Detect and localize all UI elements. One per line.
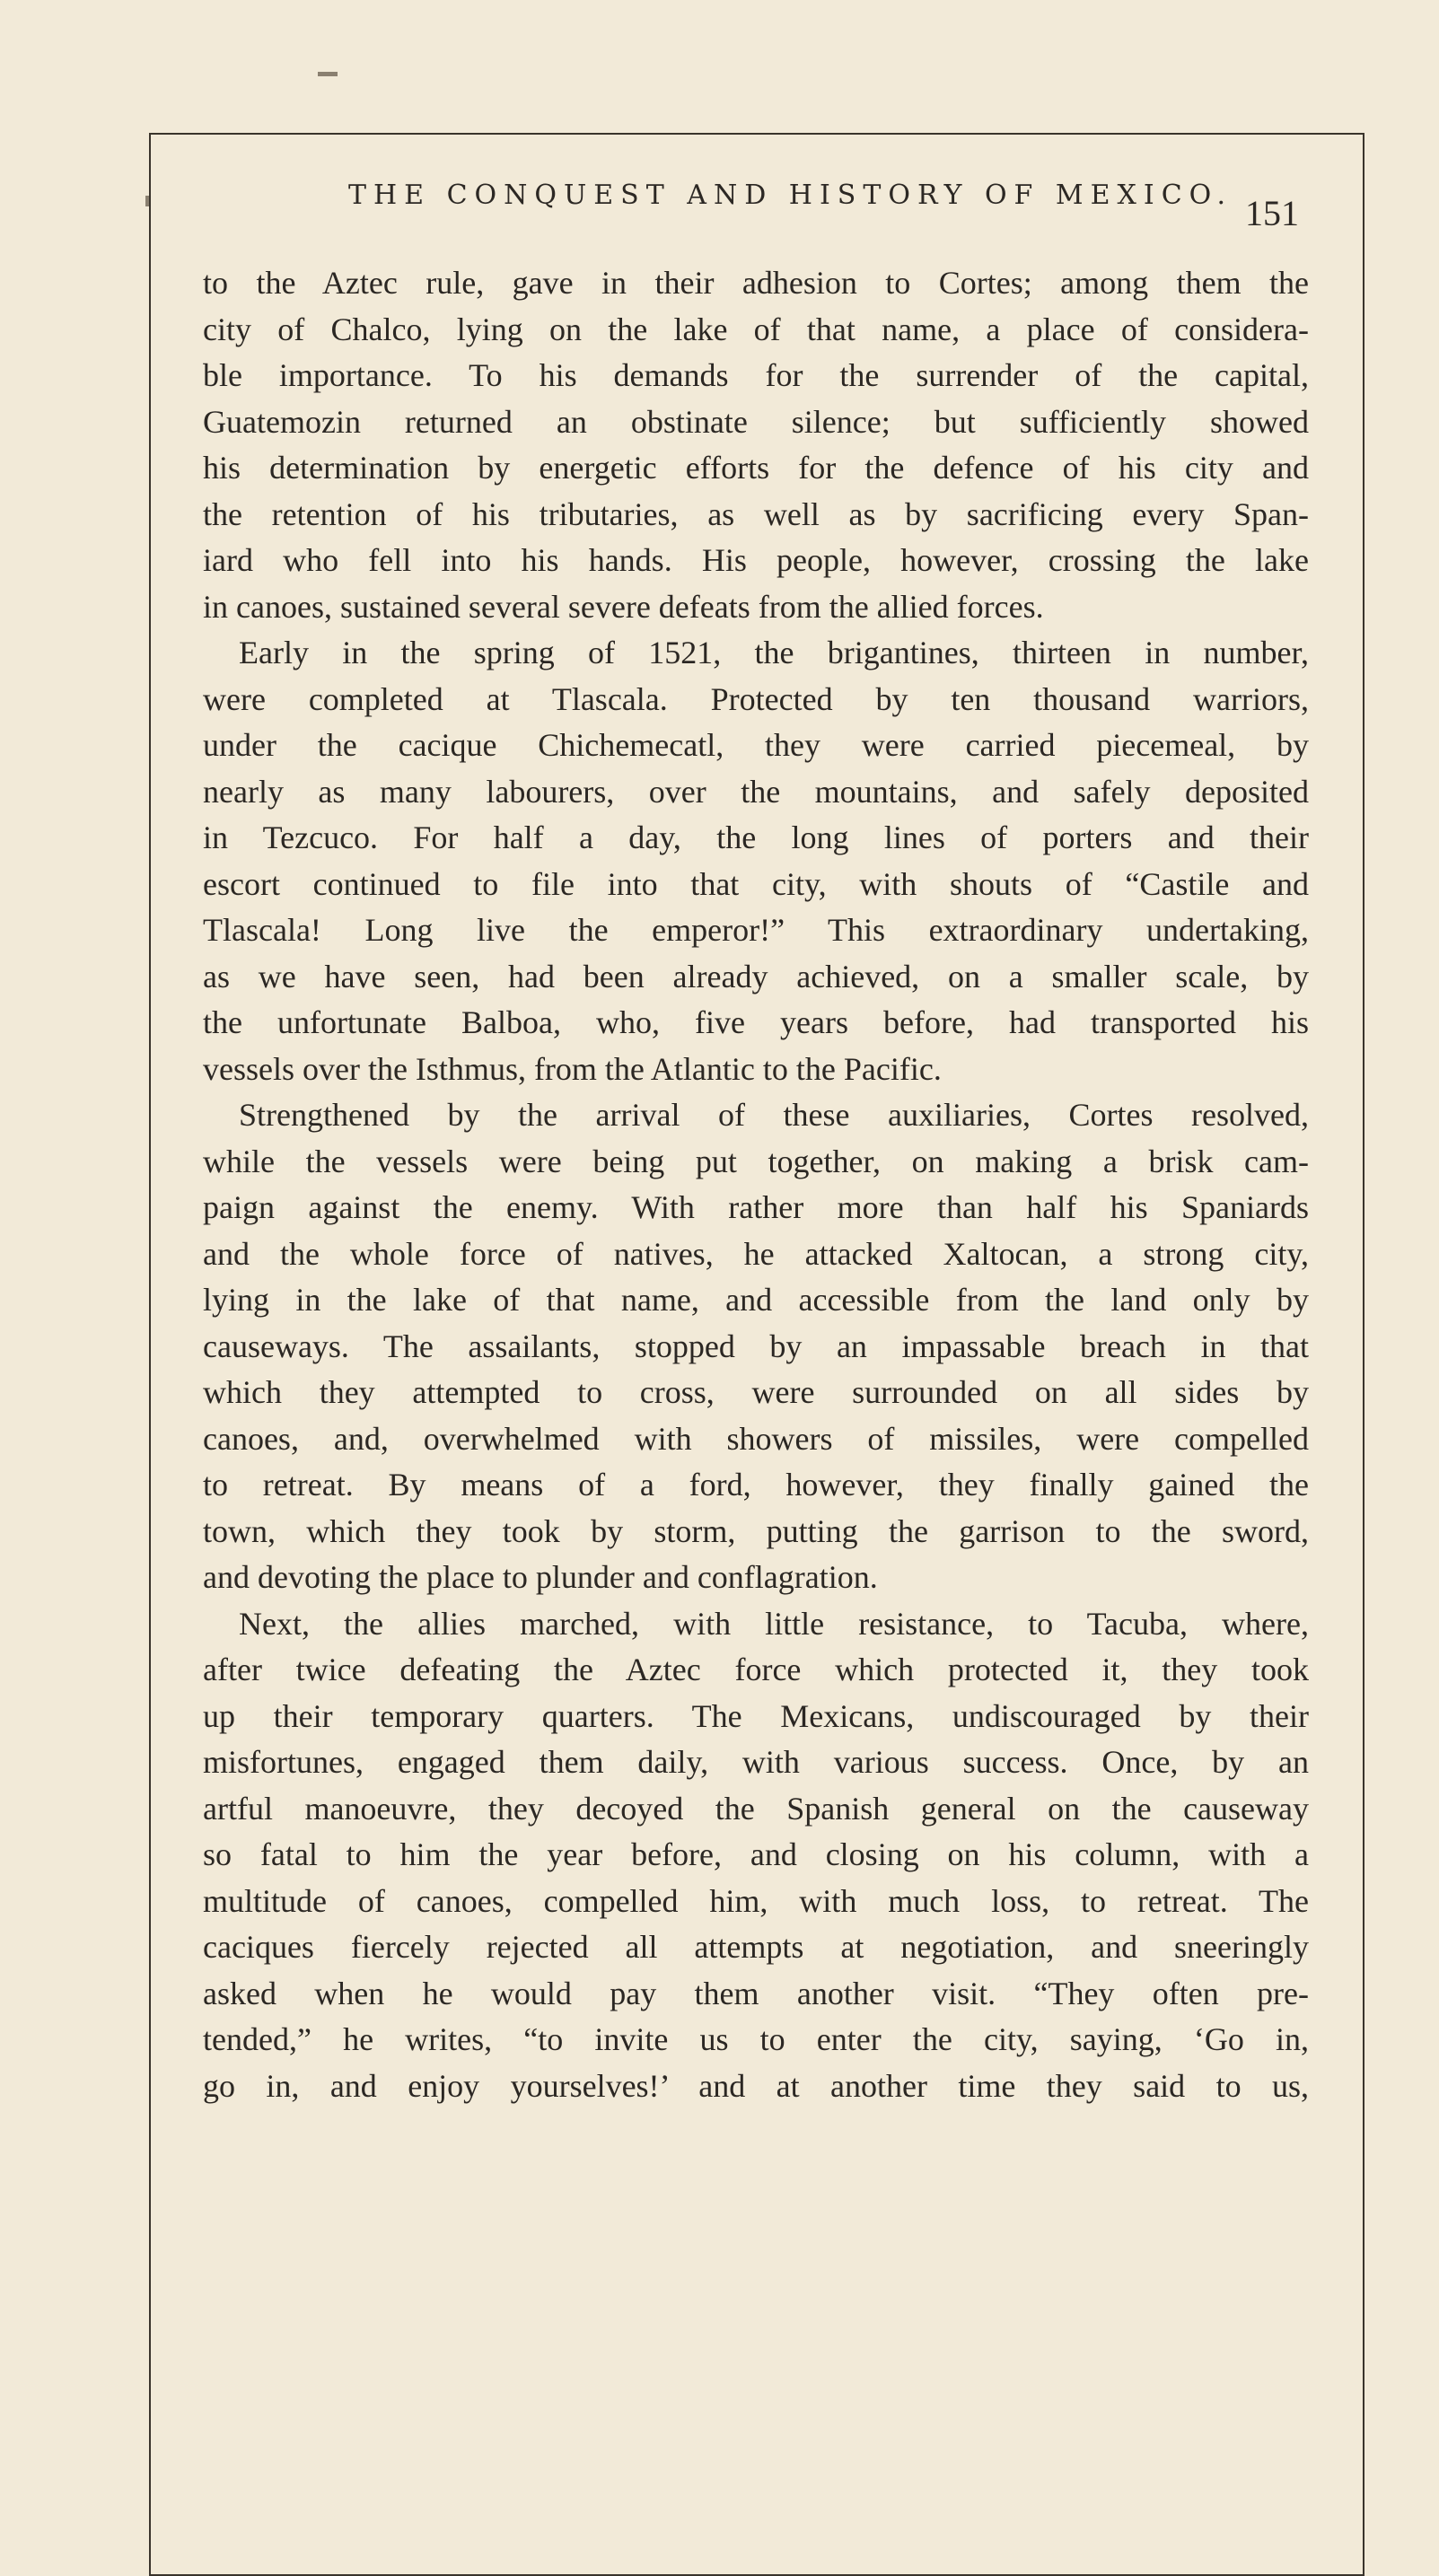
text-line: city of Chalco, lying on the lake of that name, a place of considera-	[203, 311, 1309, 347]
text-line: nearly as many labourers, over the mountains, and safely deposited	[203, 773, 1309, 810]
body-text	[203, 260, 1309, 2109]
text-line: and the whole force of natives, he attacked Xaltocan, a strong city,	[203, 1235, 1309, 1272]
text-line: to retreat. By means of a ford, however, they finally gained the	[203, 1467, 1309, 1503]
text-line: under the cacique Chichemecatl, they were carried piecemeal, by	[203, 727, 1309, 763]
text-line: Guatemozin returned an obstinate silence; but sufficiently showed	[203, 403, 1309, 440]
text-line: go in, and enjoy yourselves!’ and at another time they said to us,	[203, 2067, 1309, 2104]
text-line: in Tezcuco. For half a day, the long lines of porters and their	[203, 819, 1309, 855]
running-title: THE CONQUEST AND HISTORY OF MEXICO.	[348, 180, 1233, 211]
text-line: in canoes, sustained several severe defeats from the allied forces.	[203, 588, 1044, 625]
text-line: escort continued to file into that city, with shouts of “Castile and	[203, 865, 1309, 902]
text-line: ble importance. To his demands for the surrender of the capital,	[203, 357, 1309, 393]
text-line: town, which they took by storm, putting the garrison to the sword,	[203, 1512, 1309, 1549]
text-line: asked when he would pay them another visit. “They often pre-	[203, 1975, 1309, 2011]
text-line: vessels over the Isthmus, from the Atlantic to the Pacific.	[203, 1050, 942, 1087]
frame-top-rule	[149, 133, 1364, 135]
text-line: misfortunes, engaged them daily, with various success. Once, by an	[203, 1744, 1309, 1780]
frame-right-rule	[1363, 133, 1364, 2576]
text-line: multitude of canoes, compelled him, with much loss, to retreat. The	[203, 1882, 1309, 1919]
text-line: lying in the lake of that name, and accessible from the land only by	[203, 1282, 1309, 1318]
text-line: up their temporary quarters. The Mexicans, undiscouraged by their	[203, 1697, 1309, 1734]
text-line: Tlascala! Long live the emperor!” This extraordinary undertaking,	[203, 912, 1309, 948]
text-line: paign against the enemy. With rather more than half his Spaniards	[203, 1189, 1309, 1225]
margin-mark	[318, 72, 338, 76]
text-line: causeways. The assailants, stopped by an impassable breach in that	[203, 1327, 1309, 1364]
text-line: tended,” he writes, “to invite us to enter the city, saying, ‘Go in,	[203, 2021, 1309, 2057]
text-line: to the Aztec rule, gave in their adhesion to Cortes; among them the	[203, 265, 1309, 301]
page-number: 151	[1245, 193, 1299, 233]
text-line: so fatal to him the year before, and closing on his column, with a	[203, 1836, 1309, 1872]
text-line: the retention of his tributaries, as well as by sacrificing every Span-	[203, 495, 1309, 532]
text-line: caciques fiercely rejected all attempts at negotiation, and sneeringly	[203, 1929, 1309, 1965]
text-line: while the vessels were being put together, on making a brisk cam-	[203, 1143, 1309, 1179]
text-line: Strengthened by the arrival of these auxiliaries, Cortes resolved,	[239, 1097, 1309, 1133]
text-line: which they attempted to cross, were surrounded on all sides by	[203, 1374, 1309, 1410]
text-line: iard who fell into his hands. His people, however, crossing the lake	[203, 542, 1309, 578]
text-line: and devoting the place to plunder and conflagration.	[203, 1559, 878, 1595]
text-line: as we have seen, had been already achieved, on a smaller scale, by	[203, 958, 1309, 994]
text-line: artful manoeuvre, they decoyed the Spanish general on the causeway	[203, 1790, 1309, 1827]
text-line: his determination by energetic efforts for the defence of his city and	[203, 450, 1309, 486]
margin-mark	[145, 196, 149, 206]
text-line: canoes, and, overwhelmed with showers of missiles, were compelled	[203, 1420, 1309, 1457]
text-line: were completed at Tlascala. Protected by ten thousand warriors,	[203, 680, 1309, 717]
text-line: after twice defeating the Aztec force which protected it, they took	[203, 1652, 1309, 1687]
text-line: Next, the allies marched, with little resistance, to Tacuba, where,	[239, 1605, 1309, 1642]
frame-left-rule	[149, 133, 151, 2576]
text-line: the unfortunate Balboa, who, five years before, had transported his	[203, 1004, 1309, 1040]
text-line: Early in the spring of 1521, the brigantines, thirteen in number,	[239, 635, 1309, 670]
